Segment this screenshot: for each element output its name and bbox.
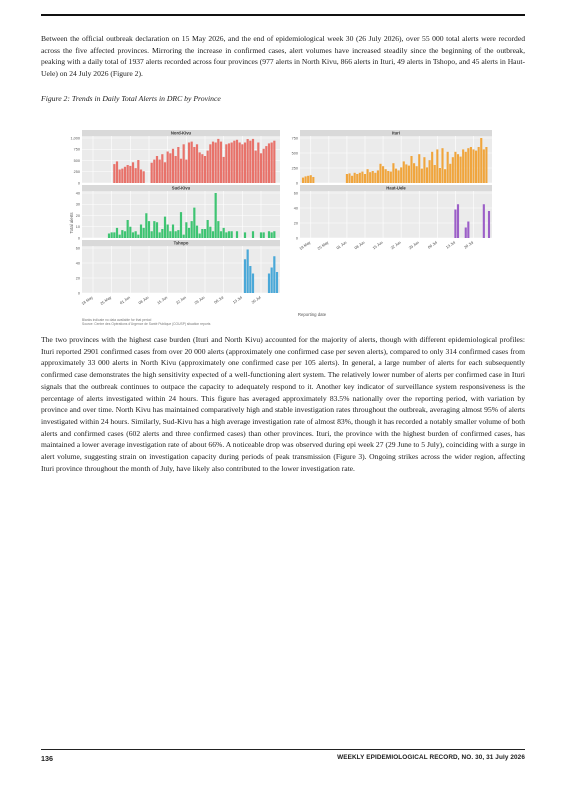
x-tick-label: 29 Jun xyxy=(408,240,420,251)
y-tick-label: 500 xyxy=(73,158,80,163)
bar xyxy=(480,138,482,183)
bar xyxy=(244,143,246,184)
bar xyxy=(244,259,246,293)
panel-sud-kivu xyxy=(76,185,280,240)
panel-nord-kivu xyxy=(70,130,280,185)
bar xyxy=(390,172,392,183)
bar xyxy=(121,169,123,183)
bar xyxy=(209,144,211,183)
bar xyxy=(180,212,182,238)
bar xyxy=(225,144,227,183)
y-tick-label: 1,000 xyxy=(70,136,80,141)
figure-footnote-source: Source: Centre des Opérations d'Urgence de Santé Publique (COUSP) situation reports xyxy=(82,322,211,326)
bar xyxy=(249,266,251,293)
bar xyxy=(172,149,174,183)
x-tick-label: 15 Jun xyxy=(156,295,169,306)
bar xyxy=(385,169,387,183)
bar xyxy=(273,141,275,183)
bar xyxy=(247,139,249,183)
bar xyxy=(439,168,441,183)
bar xyxy=(145,213,147,238)
panel-ituri xyxy=(292,130,492,185)
bar xyxy=(241,144,243,183)
bar xyxy=(400,167,402,183)
bar xyxy=(167,225,169,239)
bar xyxy=(257,143,259,184)
y-tick-label: 60 xyxy=(75,246,80,251)
bar xyxy=(156,156,158,183)
bar xyxy=(201,229,203,238)
bar xyxy=(488,211,490,238)
bar xyxy=(172,225,174,239)
bar xyxy=(374,173,376,183)
y-tick-label: 30 xyxy=(75,202,80,207)
bar xyxy=(177,230,179,238)
bar xyxy=(196,144,198,183)
bar xyxy=(421,169,423,183)
x-tick-label: 20 Jul xyxy=(463,240,475,250)
bar xyxy=(247,250,249,294)
bar xyxy=(161,229,163,238)
panel-title-nord-kivu: Nord-Kivu xyxy=(170,130,192,136)
bar xyxy=(207,151,209,183)
x-tick-label: 13 Jul xyxy=(232,295,243,305)
x-tick-label: 06 Jul xyxy=(427,240,438,250)
bar xyxy=(156,222,158,238)
header-rule xyxy=(41,14,525,16)
y-tick-label: 20 xyxy=(75,276,80,281)
bar xyxy=(121,230,123,238)
bar xyxy=(137,235,139,238)
bar xyxy=(143,228,145,238)
bar xyxy=(228,231,230,238)
bar xyxy=(209,227,211,238)
bar xyxy=(185,222,187,238)
x-tick-label: 22 Jun xyxy=(175,295,187,306)
panel-haut-uele xyxy=(294,185,492,240)
bar xyxy=(127,165,129,183)
bar xyxy=(426,167,428,183)
y-tick-label: 40 xyxy=(75,191,80,196)
bar xyxy=(204,229,206,238)
bar xyxy=(225,232,227,238)
x-tick-label: 25 May xyxy=(316,240,330,251)
bar xyxy=(193,147,195,183)
x-tick-label: 29 Jun xyxy=(193,295,206,306)
bar xyxy=(460,157,462,183)
bar xyxy=(164,162,166,183)
bar xyxy=(124,231,126,238)
y-tick-label: 20 xyxy=(293,221,298,226)
bar xyxy=(478,147,480,183)
bar xyxy=(236,140,238,183)
bar xyxy=(434,165,436,183)
bar xyxy=(228,143,230,183)
bar xyxy=(148,221,150,238)
bar xyxy=(271,143,273,184)
y-tick-label: 0 xyxy=(295,236,298,241)
bar xyxy=(465,228,467,239)
figure-caption: Figure 2: Trends in Daily Total Alerts in DRC by Province xyxy=(41,94,221,103)
x-tick-label: 08 Jun xyxy=(137,295,150,306)
bar xyxy=(191,221,193,238)
bar xyxy=(436,149,438,183)
bar xyxy=(167,152,169,184)
bar xyxy=(215,143,217,184)
bar xyxy=(359,173,361,183)
x-tick-label: 15 Jun xyxy=(372,240,384,251)
bar xyxy=(231,231,233,238)
bar xyxy=(398,170,400,183)
bar xyxy=(231,143,233,184)
bar xyxy=(244,232,246,238)
bar xyxy=(475,151,477,183)
bar xyxy=(217,221,219,238)
bar xyxy=(260,153,262,183)
x-tick-label: 25 May xyxy=(99,295,113,306)
y-tick-label: 10 xyxy=(75,225,80,230)
bar xyxy=(169,153,171,183)
bar xyxy=(255,151,257,183)
alerts-by-province-chart xyxy=(60,125,500,330)
bar xyxy=(457,204,459,238)
bar xyxy=(212,142,214,183)
bar xyxy=(351,176,353,183)
bar xyxy=(364,174,366,183)
bar xyxy=(467,148,469,183)
bar xyxy=(217,139,219,183)
y-tick-label: 40 xyxy=(293,206,298,211)
bar xyxy=(379,164,381,183)
bar xyxy=(449,164,451,183)
bar xyxy=(180,159,182,183)
bar xyxy=(129,227,131,238)
bar xyxy=(129,166,131,183)
bar xyxy=(348,173,350,183)
bar xyxy=(143,171,145,183)
panel-tshopo xyxy=(76,240,280,295)
bar xyxy=(356,174,358,183)
bar xyxy=(405,164,407,183)
bar xyxy=(441,148,443,183)
bar xyxy=(132,162,134,183)
bar xyxy=(444,169,446,183)
bar xyxy=(462,149,464,183)
bar xyxy=(403,161,405,183)
bar xyxy=(268,143,270,183)
y-tick-label: 250 xyxy=(73,170,80,175)
bar xyxy=(212,231,214,238)
bar xyxy=(410,156,412,183)
bar xyxy=(392,163,394,183)
bar xyxy=(113,232,115,238)
bar xyxy=(116,161,118,183)
bar xyxy=(188,143,190,184)
y-tick-label: 20 xyxy=(75,213,80,218)
y-tick-label: 750 xyxy=(73,147,80,152)
bar xyxy=(252,139,254,183)
bar xyxy=(153,160,155,183)
x-tick-label: 18 May xyxy=(298,240,312,251)
panel-title-haut-uele: Haut-Uele xyxy=(386,185,406,191)
bar xyxy=(387,171,389,183)
bar xyxy=(151,163,153,183)
bar xyxy=(153,221,155,238)
bar xyxy=(465,152,467,183)
bar xyxy=(276,272,278,293)
bar xyxy=(485,147,487,183)
y-tick-label: 60 xyxy=(293,191,298,196)
bar xyxy=(191,142,193,183)
bar xyxy=(408,166,410,183)
bar xyxy=(135,168,137,183)
bar xyxy=(111,232,113,238)
bar xyxy=(377,170,379,183)
bar xyxy=(483,204,485,238)
body-paragraph-2: The two provinces with the highest case burden (Ituri and North Kivu) accounted for the majority of alerts, though with different epidemiological profiles: Ituri reported 2901 confirmed cases from over 20 000 alerts (approximately one confirmed case per seven alerts), compared to only 314 confirmed cases from approximately 33 000 alerts in North Kivu (approximately one confirmed case per 105 alerts). In general, a large number of alerts for each subsequently confirmed case demonstrates the high sensitivity expected of a well-functioning alert system. The relatively lower number of alerts per confirmed case in Ituri signals that the outbreak continues to outpace the capacity to adequately respond to it. Another key indicator of surveillance system responsiveness is the percentage of alerts investigated within 24 hours. This figure has averaged approximately 83.5% nationally over the reporting period, with variation by province and over time. North Kivu has maintained comparatively high and stable investigation rates throughout the outbreak, averaging almost 95% of alerts investigated within 24 hours. Similarly, Sud-Kivu has a high average investigation rate of almost 83%, though it has recorded a notably smaller volume of both alerts and confirmed cases (602 alerts and three confirmed cases) than other provinces. Ituri, the province with the highest burden of confirmed cases, has maintained a lower average investigation rate of about 66%. A noticeable drop was observed during epi week 27 (29 June to 5 July), coinciding with a surge in alert volume, suggesting strain on investigation capacity during periods of peak transmission (Figure 3). Ongoing strikes across the wider region, affecting Ituri province throughout the month of July, have likely also contributed to the lower investigation rate. xyxy=(41,335,525,473)
bar xyxy=(183,144,185,183)
bar xyxy=(470,147,472,183)
bar xyxy=(204,156,206,183)
bar xyxy=(169,231,171,238)
bar xyxy=(132,232,134,238)
bar xyxy=(140,170,142,184)
bar xyxy=(483,149,485,183)
bar xyxy=(233,141,235,183)
bar xyxy=(354,173,356,183)
bar xyxy=(183,235,185,238)
bar xyxy=(372,171,374,183)
bar xyxy=(431,152,433,183)
bar xyxy=(175,231,177,238)
bar xyxy=(271,268,273,294)
y-tick-label: 0 xyxy=(77,236,80,241)
bar xyxy=(207,220,209,238)
bar xyxy=(454,210,456,239)
bar xyxy=(196,226,198,238)
y-axis-title: Total alerts xyxy=(69,212,74,234)
bar xyxy=(423,157,425,183)
bar xyxy=(239,143,241,184)
bar xyxy=(273,231,275,238)
x-tick-label: 01 Jun xyxy=(119,295,131,306)
bar xyxy=(447,152,449,183)
bar xyxy=(199,234,201,239)
bar xyxy=(271,232,273,238)
bar xyxy=(127,220,129,238)
bar xyxy=(113,164,115,183)
y-tick-label: 750 xyxy=(291,136,298,141)
bar xyxy=(413,163,415,183)
bar xyxy=(161,154,163,183)
x-tick-label: 08 Jun xyxy=(353,240,366,251)
bar xyxy=(418,154,420,183)
footer-rule xyxy=(41,749,525,750)
bar xyxy=(108,234,110,239)
bar xyxy=(307,176,309,183)
x-tick-label: 18 May xyxy=(81,295,94,306)
bar xyxy=(457,154,459,183)
bar xyxy=(472,149,474,183)
bar xyxy=(265,146,267,183)
body-paragraph-1: Between the official outbreak declaration on 15 May 2026, and the end of epidemiological week 30 (26 July 2026), over 55 000 total alerts were recorded across the five affected provinces. Mirroring the increase in confirmed cases, alert volumes have increased steadily since the beginning of the outbreak, peaking with a daily total of 1937 alerts recorded across four provinces (977 alerts in North Kivu, 866 alerts in Ituri, 49 alerts in Tshopo, and 45 alerts in Haut-Uele) on 24 July 2026 (Figure 2). xyxy=(41,34,525,79)
y-tick-label: 0 xyxy=(295,181,298,186)
bar xyxy=(159,232,161,238)
x-tick-label: 13 Jul xyxy=(445,240,456,250)
bar xyxy=(346,174,348,183)
bar xyxy=(260,232,262,238)
bar xyxy=(188,228,190,238)
bar xyxy=(185,160,187,183)
bar xyxy=(454,152,456,183)
bar xyxy=(249,141,251,183)
x-axis-title: Reporting date xyxy=(297,312,327,317)
bar xyxy=(164,217,166,238)
bar xyxy=(135,231,137,238)
bar xyxy=(416,166,418,183)
bar xyxy=(137,160,139,183)
bar xyxy=(263,149,265,183)
bar xyxy=(193,208,195,238)
panel-title-tshopo: Tshopo xyxy=(173,240,189,246)
x-tick-label: 20 Jul xyxy=(250,295,262,305)
y-tick-label: 250 xyxy=(291,166,298,171)
bar xyxy=(310,175,312,183)
y-tick-label: 500 xyxy=(291,151,298,156)
bar xyxy=(220,231,222,238)
bar xyxy=(177,147,179,183)
bar xyxy=(252,231,254,238)
bar xyxy=(223,228,225,238)
bar xyxy=(305,176,307,183)
bar xyxy=(215,193,217,238)
panel-title-ituri: Ituri xyxy=(392,130,400,136)
bar xyxy=(467,222,469,239)
bar xyxy=(273,256,275,293)
bar xyxy=(140,225,142,239)
bar xyxy=(268,231,270,238)
bar xyxy=(175,156,177,183)
bar xyxy=(119,235,121,238)
figure-footnote-blanks: Blanks indicate no data available for that period xyxy=(82,318,152,322)
bar xyxy=(268,274,270,294)
bar xyxy=(236,231,238,238)
x-tick-label: 22 Jun xyxy=(390,240,402,251)
bar xyxy=(312,177,314,183)
bar xyxy=(199,152,201,183)
bar xyxy=(361,172,363,183)
bar xyxy=(369,172,371,183)
bar xyxy=(201,154,203,183)
bar xyxy=(429,160,431,183)
y-tick-label: 0 xyxy=(77,181,80,186)
y-tick-label: 40 xyxy=(75,261,80,266)
bar xyxy=(119,170,121,184)
bar xyxy=(252,274,254,294)
bar xyxy=(382,166,384,183)
journal-footer: WEEKLY EPIDEMIOLOGICAL RECORD, NO. 30, 31 July 2026 xyxy=(337,754,525,761)
x-tick-label: 06 Jul xyxy=(213,295,225,305)
bar xyxy=(220,142,222,183)
bar xyxy=(367,169,369,183)
bar xyxy=(159,160,161,183)
bar xyxy=(223,157,225,183)
page-number: 136 xyxy=(41,754,53,763)
bar xyxy=(263,232,265,238)
bar xyxy=(151,231,153,238)
bar xyxy=(302,178,304,183)
bar xyxy=(124,167,126,183)
y-tick-label: 0 xyxy=(77,291,80,296)
x-tick-label: 01 Jun xyxy=(335,240,348,251)
bar xyxy=(116,228,118,238)
panel-title-sud-kivu: Sud-Kivu xyxy=(171,185,191,191)
bar xyxy=(395,169,397,183)
bar xyxy=(452,157,454,183)
